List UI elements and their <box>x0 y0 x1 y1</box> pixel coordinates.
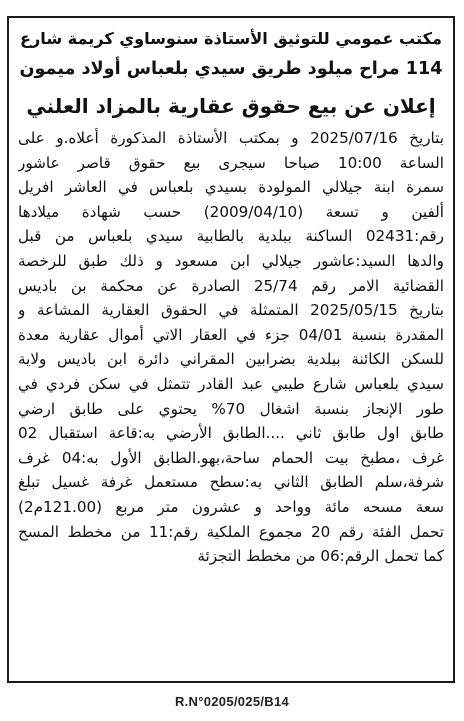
body-line: كما تحمل الرقم:06 من مخطط التجزئة <box>197 547 444 566</box>
body-line: بتاريخ 2025/05/15 المتمثلة في الحقوق العقارية المشاعة و <box>18 301 444 320</box>
notice-body <box>18 126 444 569</box>
body-line: رقم:02431 الساكنة ببلدية بالطابية سيدي بلعباس من قبل <box>18 227 444 246</box>
body-line: طابق اول طابق ثاني ....الطابق الأرضي به:قاعة استقبال 02 <box>18 424 444 443</box>
body-line: المقدرة بنسبة 04/01 جزء في العقار الاتي أموال عقارية معدة <box>18 325 444 344</box>
body-line: بتاريخ 2025/07/16 و بمكتب الأستاذة المذكورة أعلاه.و على <box>18 129 444 147</box>
office-header-line-1: مكتب عمومي للتوثيق الأستاذة سنوساوي كريمة شارع <box>20 29 442 48</box>
body-line: سعة مسحه مائة وواحد و عشرون متر مربع (121.00م2) <box>18 497 444 516</box>
body-line: للسكن الكائنة ببلدية بضرابين المقراني دائرة ابن باديس ولاية <box>18 350 444 369</box>
notice-content <box>9 18 453 681</box>
body-line: تحمل الفئة رقم 20 مجموع الملكية رقم:11 من مخطط المسح <box>18 522 444 541</box>
office-header-line-2: 114 مراح ميلود طريق سيدي بلعباس أولاد ميمون <box>19 59 443 79</box>
body-line: والدها السيد:عاشور جيلالي ابن مسعود و ذلك طبق للرخصة <box>18 251 444 270</box>
body-line: القضائية الامر رقم 25/74 الصادرة عن محكمة بن باديس <box>18 276 444 295</box>
notice-title: إعلان عن بيع حقوق عقارية بالمزاد العلني <box>26 94 436 118</box>
body-line: طور الإنجاز بنسبة اشغال 70% يحتوي على طابق ارضي <box>18 399 444 418</box>
reference-number: R.N°0205/025/B14 <box>174 694 290 709</box>
body-line: الساعة 10:00 صباحا سيجرى بيع حقوق قاصر عاشور <box>18 153 444 172</box>
body-line: غرف ،مطبخ بيت الحمام ساحة،بهو.الطابق الأول به:04 غرف <box>18 448 444 467</box>
body-line: شرفة،سلم الطابق الثاني به:سطح مستعمل غرفة غسيل تبلغ <box>18 473 444 492</box>
legal-notice-box <box>7 16 455 683</box>
body-line: سمرة ابنة جيلالي المولودة بسيدي بلعباس في العاشر افريل <box>18 178 444 197</box>
body-line: ألفين و تسعة (2009/04/10) حسب شهادة ميلادها <box>18 202 444 221</box>
body-line: سيدي بلعباس شارع طيبي عبد القادر تتمثل في سكن فردي في <box>18 374 444 393</box>
